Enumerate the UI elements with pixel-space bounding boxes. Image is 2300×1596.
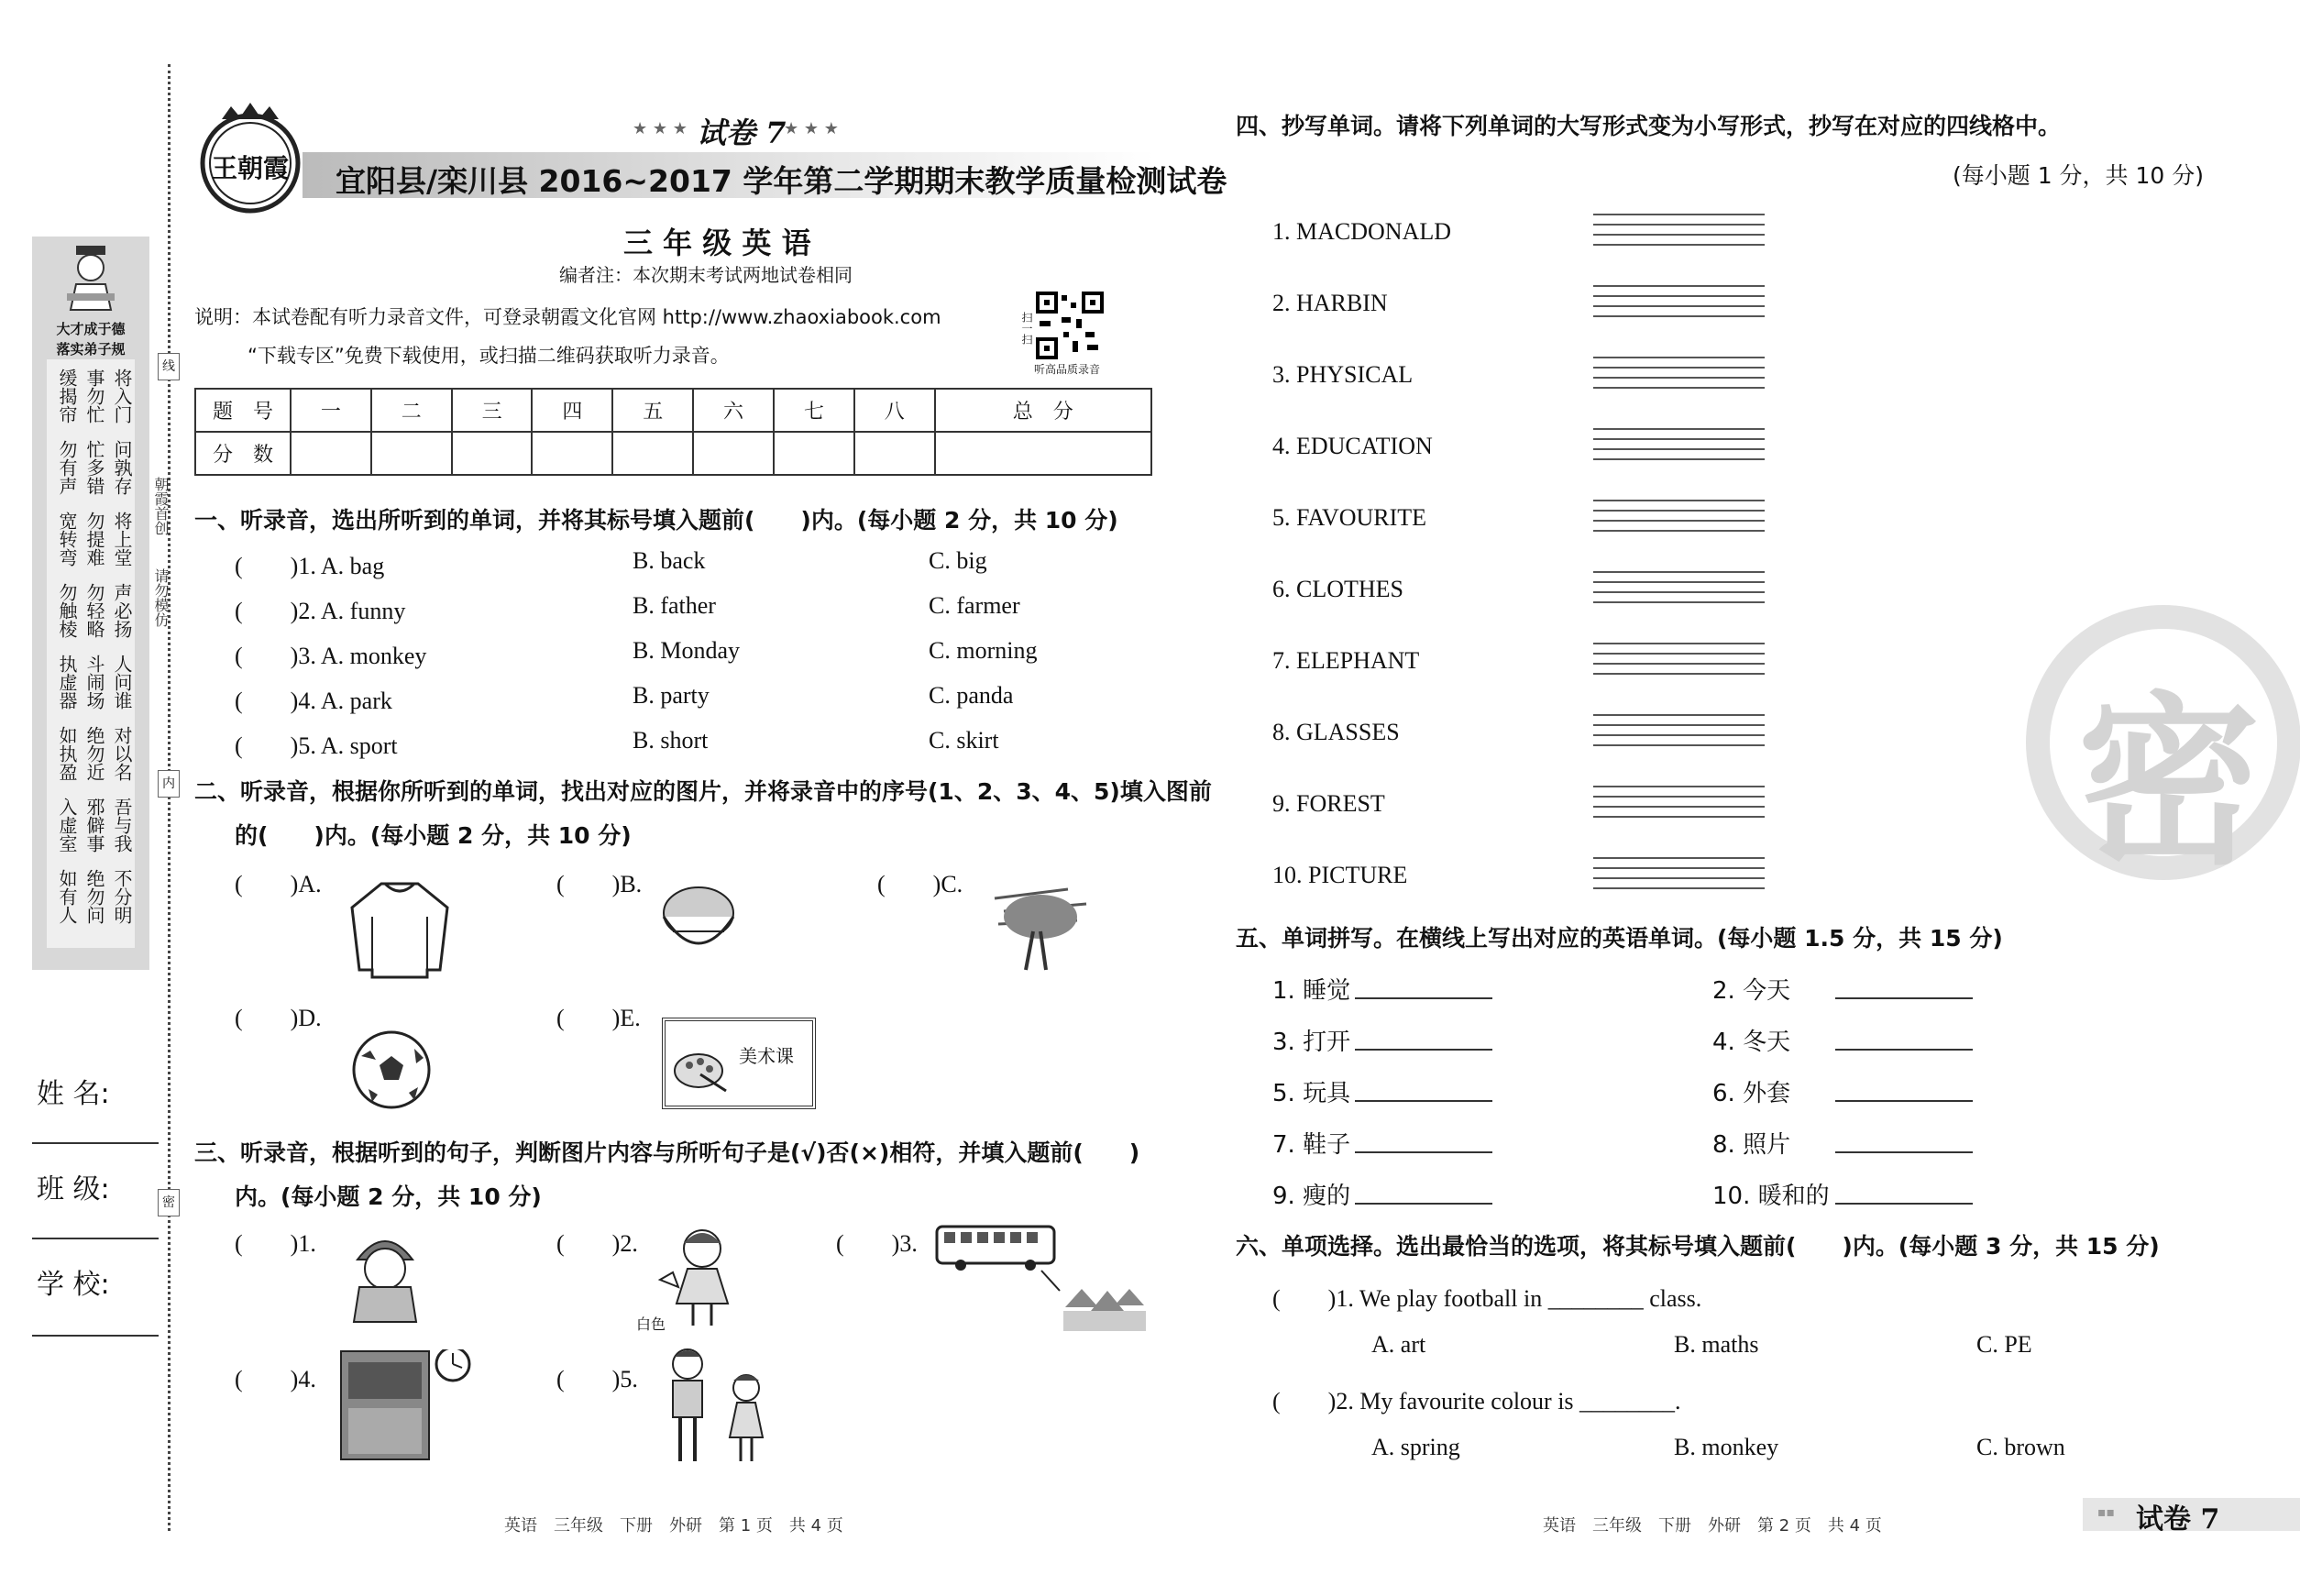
rules-column: 将上堂	[111, 512, 133, 567]
s6-q2-c: C. brown	[1976, 1434, 2065, 1460]
rules-column: 如执盈	[56, 726, 78, 781]
score-input-cell[interactable]	[371, 432, 452, 475]
s4-word-1: 1. MACDONALD	[1272, 218, 1451, 245]
s5-blank[interactable]	[1835, 997, 1973, 999]
confidential-watermark	[2026, 605, 2300, 890]
rules-column: 对以名	[111, 726, 133, 781]
s1-q4[interactable]: ( )4. A. park	[235, 688, 392, 714]
four-line-grid[interactable]	[1593, 786, 1765, 820]
rules-column: 邪僻事	[83, 798, 105, 853]
s6-q1-a: A. art	[1371, 1331, 1426, 1358]
s5-blank[interactable]	[1355, 1203, 1492, 1205]
s6-q2-a: A. spring	[1371, 1434, 1460, 1460]
s1-q5-c: C. skirt	[929, 727, 999, 754]
two-children-image	[660, 1346, 779, 1469]
score-table-cell: 三	[452, 389, 533, 432]
s1-q2-c: C. farmer	[929, 592, 1020, 619]
s6-q1[interactable]: ( )1. We play football in ________ class.	[1272, 1285, 1702, 1312]
s1-q3-b: B. Monday	[633, 637, 740, 664]
rules-column: 执虚器	[56, 655, 78, 710]
s5-blank[interactable]	[1835, 1203, 1973, 1205]
side-note-no-copy: 请勿模仿	[152, 568, 170, 627]
s5-left-5: 9. 瘦的	[1272, 1183, 1351, 1210]
section3-heading: 三、听录音，根据听到的句子，判断图片内容与所听句子是(√)否(×)相符，并填入题前( )	[194, 1139, 1140, 1166]
score-table-cell: 七	[774, 389, 854, 432]
rules-column: 斗闹场	[83, 655, 105, 710]
white-color-label: 白色	[636, 1315, 666, 1333]
score-table-cell: 总 分	[935, 389, 1151, 432]
watermark-character: 密	[2077, 677, 2261, 890]
s5-blank[interactable]	[1835, 1049, 1973, 1051]
section1-heading: 一、听录音，选出所听到的单词，并将其标号填入题前( )内。(每小题 2 分，共 10 分)	[194, 507, 1118, 534]
score-table	[194, 388, 1152, 476]
s5-blank[interactable]	[1355, 997, 1492, 999]
name-field[interactable]	[32, 1142, 159, 1144]
four-line-grid[interactable]	[1593, 500, 1765, 534]
score-input-cell[interactable]	[291, 432, 371, 475]
score-input-cell[interactable]	[693, 432, 774, 475]
four-line-grid[interactable]	[1593, 285, 1765, 320]
s1-q1-c: C. big	[929, 547, 987, 574]
windy-tree-image	[985, 880, 1103, 975]
score-table-header-row	[195, 389, 1151, 432]
class-label: 班 级:	[37, 1173, 110, 1205]
s3-label-3[interactable]: ( )3.	[836, 1230, 918, 1257]
subject-title: 三 年 级 英 语	[623, 226, 811, 260]
exam-title: 宜阳县/栾川县 2016~2017 学年第二学期期末教学质量检测试卷	[336, 163, 1227, 199]
score-table-cell: 题 号	[195, 389, 291, 432]
four-line-grid[interactable]	[1593, 357, 1765, 391]
paper-badge-stars: ★ ★ ★	[633, 119, 688, 138]
rules-column: 事勿忙	[83, 369, 105, 424]
s1-q1[interactable]: ( )1. A. bag	[235, 553, 385, 579]
brand-logo	[194, 103, 306, 215]
section4-heading: 四、抄写单词。请将下列单词的大写形式变为小写形式，抄写在对应的四线格中。	[1236, 113, 2062, 139]
qr-code[interactable]	[1036, 292, 1104, 359]
section6-heading: 六、单项选择。选出最恰当的选项，将其标号填入题前( )内。(每小题 3 分，共 15 分)	[1236, 1233, 2160, 1260]
s1-q3[interactable]: ( )3. A. monkey	[235, 643, 427, 669]
rules-column: 勿轻略	[83, 583, 105, 638]
rules-column: 勿提难	[83, 512, 105, 567]
binding-mark-seal: 密	[158, 1189, 180, 1216]
section2-heading-cont: 的( )内。(每小题 2 分，共 10 分)	[235, 822, 632, 849]
score-table-cell: 八	[854, 389, 935, 432]
binding-dotted-line	[168, 64, 171, 1531]
rules-column: 忙多错	[83, 440, 105, 495]
rules-column: 勿触棱	[56, 583, 78, 638]
corner-badge-squares: ▪▪	[2097, 1505, 2115, 1520]
instructions-line-2: “下载专区”免费下载使用，或扫描二维码获取听力录音。	[248, 345, 730, 367]
scholar-figure	[63, 246, 118, 312]
s5-left-2: 3. 打开	[1272, 1029, 1351, 1056]
section2-heading: 二、听录音，根据你所听到的单词，找出对应的图片，并将录音中的序号(1、2、3、4、5)填入图前	[194, 778, 1212, 805]
s2-label-e[interactable]: ( )E.	[556, 1005, 641, 1031]
s5-blank[interactable]	[1355, 1151, 1492, 1153]
school-field[interactable]	[32, 1335, 159, 1337]
s5-blank[interactable]	[1835, 1100, 1973, 1102]
s4-word-2: 2. HARBIN	[1272, 290, 1388, 316]
s2-label-a[interactable]: ( )A.	[235, 871, 322, 897]
score-table-cell: 五	[612, 389, 693, 432]
s4-word-3: 3. PHYSICAL	[1272, 361, 1414, 388]
cold-child-image	[339, 1223, 431, 1327]
s5-right-3: 6. 外套	[1712, 1080, 1791, 1107]
logo-text: 王朝霞	[211, 153, 289, 183]
s6-q1-b: B. maths	[1674, 1331, 1759, 1358]
side-note-original: 朝霞首创	[152, 477, 170, 535]
classroom-clock-image	[339, 1349, 477, 1467]
s2-label-d[interactable]: ( )D.	[235, 1005, 322, 1031]
s4-word-4: 4. EDUCATION	[1272, 433, 1433, 459]
rules-column: 将入门	[111, 369, 133, 424]
s5-left-1: 1. 睡觉	[1272, 977, 1351, 1005]
score-input-cell[interactable]	[532, 432, 612, 475]
s1-q2-b: B. father	[633, 592, 716, 619]
s4-word-10: 10. PICTURE	[1272, 862, 1408, 888]
motto-1: 大才成于德	[56, 321, 126, 337]
footer-right: 英语 三年级 下册 外研 第 2 页 共 4 页	[1543, 1516, 1882, 1535]
s4-word-5: 5. FAVOURITE	[1272, 504, 1427, 531]
score-table-cell: 四	[532, 389, 612, 432]
s5-left-4: 7. 鞋子	[1272, 1131, 1351, 1159]
score-input-cell[interactable]	[774, 432, 854, 475]
section4-score: (每小题 1 分，共 10 分)	[1953, 162, 2205, 189]
s5-right-4: 8. 照片	[1712, 1131, 1791, 1159]
rules-column: 不分明	[111, 869, 133, 924]
s2-label-c[interactable]: ( )C.	[877, 871, 963, 897]
football-image	[350, 1029, 433, 1115]
sweater-image	[345, 880, 455, 983]
score-input-cell[interactable]	[854, 432, 935, 475]
rules-column: 勿有声	[56, 440, 78, 495]
s4-word-6: 6. CLOTHES	[1272, 576, 1403, 602]
s1-q4-b: B. party	[633, 682, 710, 709]
motto-2: 落实弟子规	[56, 341, 126, 358]
section5-heading: 五、单词拼写。在横线上写出对应的英语单词。(每小题 1.5 分，共 15 分)	[1236, 925, 2003, 952]
sidebar-panel	[32, 237, 149, 970]
corner-badge: 试卷 7	[2136, 1503, 2220, 1535]
rules-column: 绝勿近	[83, 726, 105, 781]
binding-mark-line: 线	[158, 353, 180, 380]
s1-q1-b: B. back	[633, 547, 706, 574]
score-table-score-row	[195, 432, 1151, 475]
rice-bowl-image	[660, 882, 737, 966]
four-line-grid[interactable]	[1593, 643, 1765, 677]
rules-panel	[47, 359, 135, 948]
class-field[interactable]	[32, 1238, 159, 1239]
editor-note: 编者注：本次期末考试两地试卷相同	[559, 264, 853, 286]
four-line-grid[interactable]	[1593, 214, 1765, 248]
score-table-cell: 六	[693, 389, 774, 432]
binding-mark-inner: 内	[158, 770, 180, 798]
rules-column: 缓揭帘	[56, 369, 78, 424]
score-table-cell: 分 数	[195, 432, 291, 475]
s3-label-2[interactable]: ( )2.	[556, 1230, 638, 1257]
rules-column: 绝勿问	[83, 869, 105, 924]
s4-word-7: 7. ELEPHANT	[1272, 647, 1420, 674]
s4-word-8: 8. GLASSES	[1272, 719, 1400, 745]
s3-label-5[interactable]: ( )5.	[556, 1366, 638, 1392]
s5-right-5: 10. 暖和的	[1712, 1183, 1830, 1210]
score-table-cell: 二	[371, 389, 452, 432]
s6-q2[interactable]: ( )2. My favourite colour is ________.	[1272, 1388, 1681, 1414]
s1-q5-b: B. short	[633, 727, 709, 754]
art-class-label: 美术课	[739, 1045, 794, 1067]
s6-q1-c: C. PE	[1976, 1331, 2032, 1358]
rules-column: 人问谁	[111, 655, 133, 710]
rules-column: 问孰存	[111, 440, 133, 495]
footer-left: 英语 三年级 下册 外研 第 1 页 共 4 页	[504, 1516, 843, 1535]
section3-heading-cont: 内。(每小题 2 分，共 10 分)	[235, 1183, 542, 1210]
s5-blank[interactable]	[1835, 1151, 1973, 1153]
s6-q2-b: B. monkey	[1674, 1434, 1779, 1460]
score-table-cell: 一	[291, 389, 371, 432]
art-class-board	[662, 1018, 816, 1109]
four-line-grid[interactable]	[1593, 714, 1765, 749]
s5-blank[interactable]	[1355, 1100, 1492, 1102]
s4-word-9: 9. FOREST	[1272, 790, 1385, 817]
bus-and-park-image	[935, 1223, 1148, 1340]
s1-q5[interactable]: ( )5. A. sport	[235, 732, 398, 759]
name-label: 姓 名:	[37, 1078, 110, 1110]
instructions-line-1: 说明：本试卷配有听力录音文件，可登录朝霞文化官网 http://www.zhaoxiabook.com	[194, 306, 941, 328]
s5-blank[interactable]	[1355, 1049, 1492, 1051]
score-input-cell[interactable]	[612, 432, 693, 475]
s2-label-b[interactable]: ( )B.	[556, 871, 643, 897]
paper-badge-stars-right: ★ ★ ★	[784, 119, 839, 138]
s5-left-3: 5. 玩具	[1272, 1080, 1351, 1107]
s1-q2[interactable]: ( )2. A. funny	[235, 598, 406, 624]
s1-q3-c: C. morning	[929, 637, 1038, 664]
rules-column: 宽转弯	[56, 512, 78, 567]
score-input-cell[interactable]	[935, 432, 1151, 475]
rules-column: 入虚室	[56, 798, 78, 853]
s1-q4-c: C. panda	[929, 682, 1014, 709]
paper-badge: 试卷 7	[697, 116, 787, 150]
qr-caption: 听高品质录音	[1034, 363, 1101, 376]
s3-label-1[interactable]: ( )1.	[235, 1230, 316, 1257]
s3-label-4[interactable]: ( )4.	[235, 1366, 316, 1392]
s5-right-1: 2. 今天	[1712, 977, 1791, 1005]
four-line-grid[interactable]	[1593, 571, 1765, 606]
school-label: 学 校:	[37, 1269, 110, 1301]
four-line-grid[interactable]	[1593, 428, 1765, 463]
rules-column: 声必扬	[111, 583, 133, 638]
four-line-grid[interactable]	[1593, 857, 1765, 892]
score-input-cell[interactable]	[452, 432, 533, 475]
s5-right-2: 4. 冬天	[1712, 1029, 1791, 1056]
rules-column: 如有人	[56, 869, 78, 924]
rules-column: 吾与我	[111, 798, 133, 853]
qr-side-label: 扫一扫	[1020, 312, 1033, 345]
